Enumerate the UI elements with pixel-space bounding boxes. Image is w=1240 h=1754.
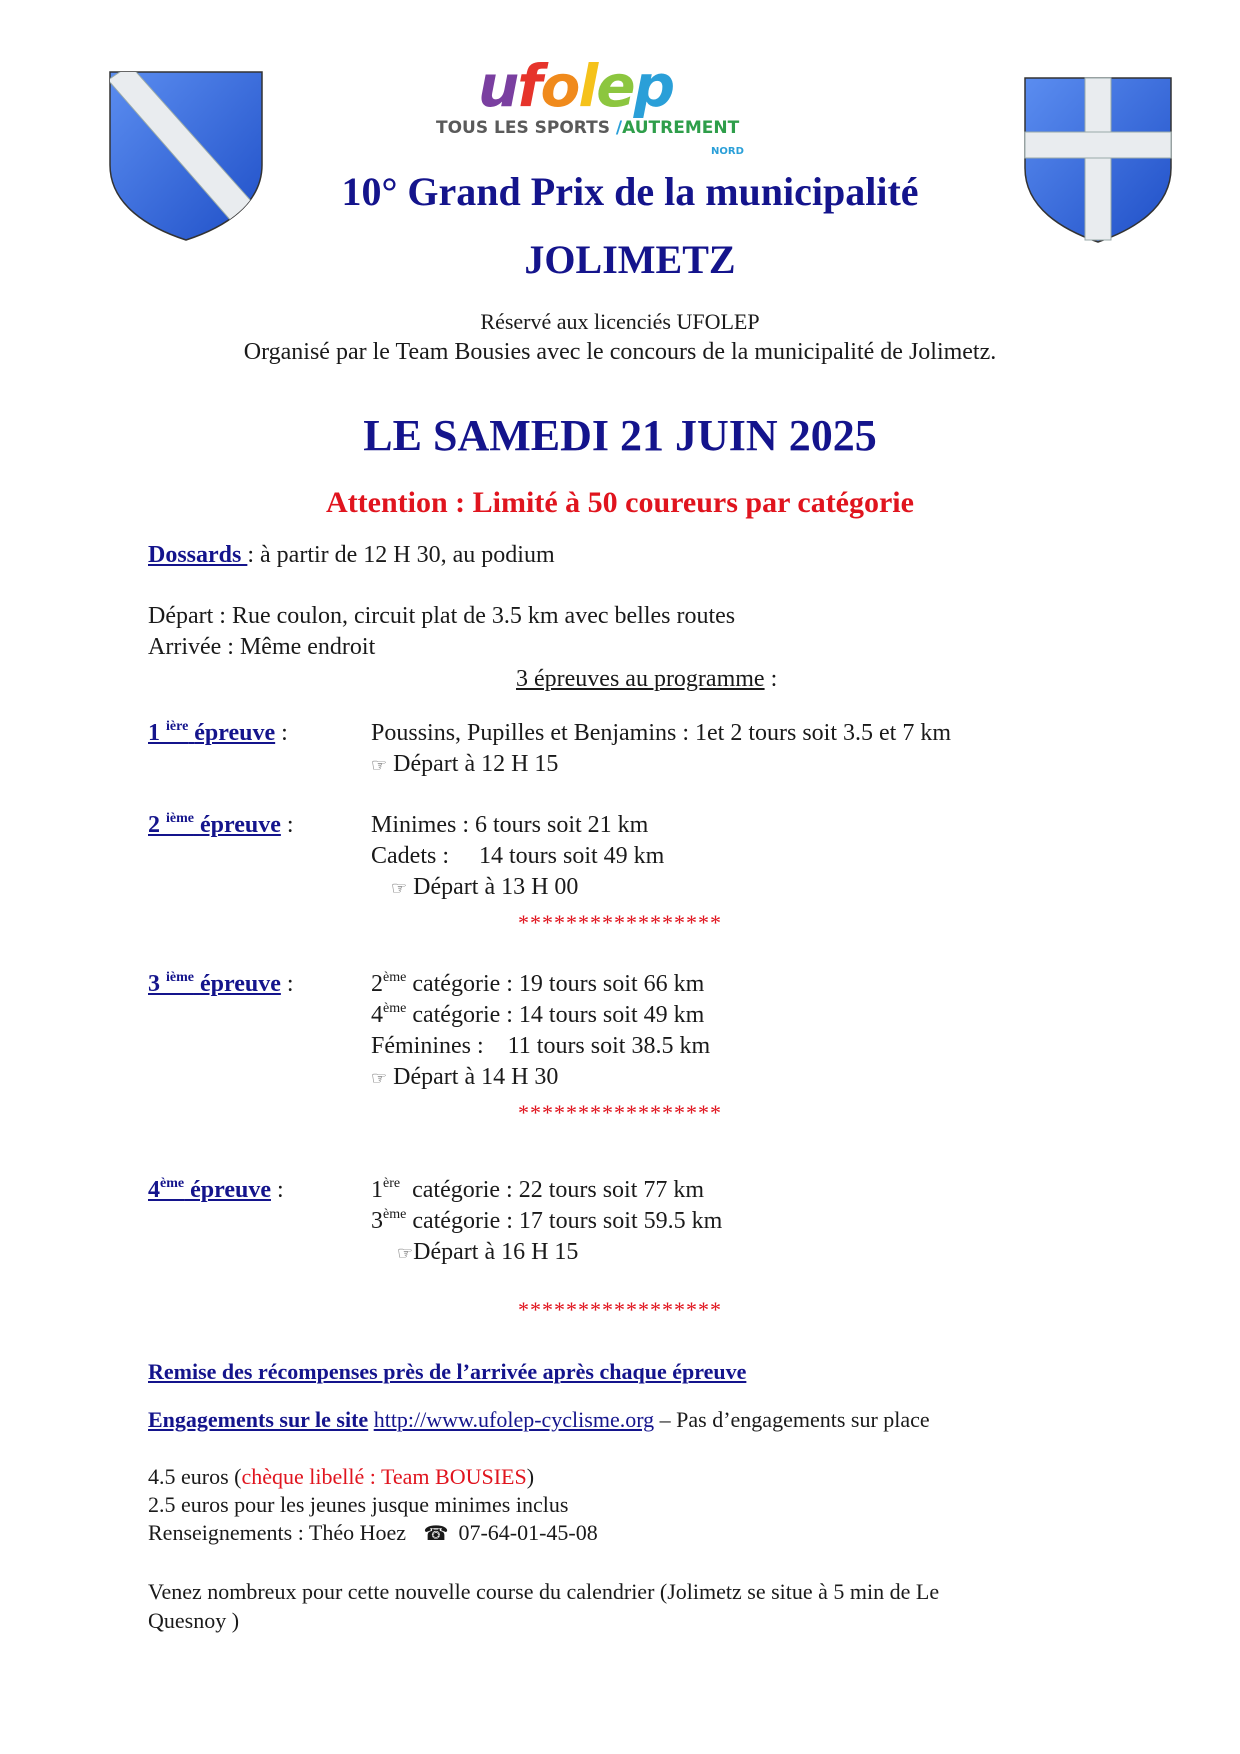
event-4-details — [371, 1175, 722, 1269]
separator-stars: ***************** — [518, 1100, 722, 1125]
programme-heading — [516, 664, 777, 694]
event-3-title: 3 $^{ième}$ épreuve — [148, 970, 281, 997]
depart-line: Départ : Rue coulon, circuit plat de 3.5 km avec belles routes — [148, 603, 736, 629]
closing-line: Venez nombreux pour cette nouvelle course du calendrier (Jolimetz se situe à 5 min de Le — [148, 1579, 940, 1604]
event-2-start: ☞ Départ à 13 H 00 — [391, 874, 579, 900]
event-1-start: ☞ Départ à 12 H 15 — [371, 751, 559, 777]
programme-label: 3 épreuves au programme — [516, 666, 765, 692]
event-3-label: 3 $^{ième}$ épreuve : — [148, 970, 294, 997]
event-3-line: 4ème catégorie : 14 tours soit 49 km — [371, 1001, 705, 1028]
separator-stars: ***************** — [518, 1297, 722, 1322]
programme-suffix: : — [764, 666, 778, 692]
event-1-details — [371, 718, 951, 781]
event-4-line: 3ème catégorie : 17 tours soit 59.5 km — [371, 1207, 723, 1234]
event-3-line: 2ème catégorie : 19 tours soit 66 km — [371, 970, 705, 997]
dossards-text: : à partir de 12 H 30, au podium — [247, 542, 555, 568]
event-3-start: ☞ Départ à 14 H 30 — [371, 1064, 559, 1090]
organiser-note: Organisé par le Team Bousies avec le concours de la municipalité de Jolimetz. — [243, 339, 997, 365]
event-2-line: Minimes : 6 tours soit 21 km — [371, 812, 649, 838]
event-2-details — [371, 810, 664, 904]
logo-region: NORD — [711, 146, 744, 157]
logo-tagline-left: TOUS LES SPORTS — [436, 118, 610, 138]
logo-letter: l — [578, 52, 597, 120]
event-4-label: 4ème épreuve : — [148, 1176, 284, 1203]
engagements-suffix: – Pas d’engagements sur place — [654, 1407, 930, 1432]
dossards-label: Dossards — [148, 542, 248, 568]
event-date: LE SAMEDI 21 JUIN 2025 — [363, 411, 877, 460]
engagements-label: Engagements sur le site — [148, 1407, 369, 1432]
coat-of-arms-right — [1023, 76, 1173, 244]
fees-block — [148, 1463, 598, 1547]
event-4-start: ☞Départ à 16 H 15 — [397, 1239, 579, 1265]
logo-letter: e — [596, 52, 634, 120]
reserved-note: Réservé aux licenciés UFOLEP — [480, 309, 760, 334]
fee-adult: 4.5 euros (chèque libellé : Team BOUSIES) — [148, 1464, 535, 1489]
ufolep-wordmark — [478, 52, 673, 120]
logo-slash: / — [615, 118, 623, 138]
engagements-line — [148, 1406, 930, 1434]
phone-number: 07-64-01-45-08 — [458, 1520, 598, 1545]
engagements-link[interactable]: http://www.ufolep-cyclisme.org — [373, 1407, 655, 1432]
pointing-hand-icon: ☞ — [371, 755, 388, 776]
event-2-label: 2 $^{ième}$ épreuve : — [148, 811, 294, 838]
event-1-label: 1 $^{ière}$ épreuve : — [148, 719, 288, 746]
separator-stars: ***************** — [518, 910, 722, 935]
closing-text — [148, 1577, 939, 1635]
event-2-title: 2 $^{ième}$ épreuve — [148, 811, 281, 838]
logo-letter: o — [540, 52, 579, 120]
awards-note: Remise des récompenses près de l’arrivée après chaque épreuve — [148, 1359, 747, 1384]
event-2-line: Cadets : 14 tours soit 49 km — [371, 843, 665, 869]
pointing-hand-icon: ☞ — [397, 1243, 414, 1264]
pointing-hand-icon: ☞ — [391, 878, 408, 899]
event-1-line: Poussins, Pupilles et Benjamins : 1et 2 tours soit 3.5 et 7 km — [371, 720, 952, 746]
page-subtitle-town: JOLIMETZ — [524, 237, 736, 282]
dossards-line — [148, 540, 555, 570]
arrivee-line: Arrivée : Même endroit — [148, 634, 376, 660]
contact-line: Renseignements : Théo Hoez ☎ 07-64-01-45-08 — [148, 1520, 598, 1545]
logo-letter: p — [633, 52, 674, 120]
logo-tagline-right: AUTREMENT — [622, 118, 740, 138]
ufolep-logo — [436, 52, 746, 162]
closing-line: Quesnoy ) — [148, 1608, 240, 1633]
logo-tagline — [436, 118, 746, 138]
phone-icon: ☎ — [423, 1521, 449, 1545]
event-3-details — [371, 969, 710, 1094]
event-3-line: Féminines : 11 tours soit 38.5 km — [371, 1033, 711, 1059]
logo-letter: u — [478, 52, 518, 120]
coat-of-arms-left — [108, 70, 264, 242]
page-title: 10° Grand Prix de la municipalité — [341, 169, 919, 214]
event-4-line: 1ère catégorie : 22 tours soit 77 km — [371, 1176, 705, 1203]
attention-banner: Attention : Limité à 50 coureurs par catégorie — [326, 486, 914, 519]
pointing-hand-icon: ☞ — [371, 1068, 388, 1089]
event-1-title: 1 $^{ière}$ épreuve — [148, 719, 276, 746]
cheque-payee: chèque libellé : Team BOUSIES — [241, 1464, 527, 1489]
event-4-title: 4ème épreuve — [148, 1176, 271, 1203]
fee-youth: 2.5 euros pour les jeunes jusque minimes inclus — [148, 1492, 569, 1517]
logo-letter: f — [517, 52, 541, 120]
